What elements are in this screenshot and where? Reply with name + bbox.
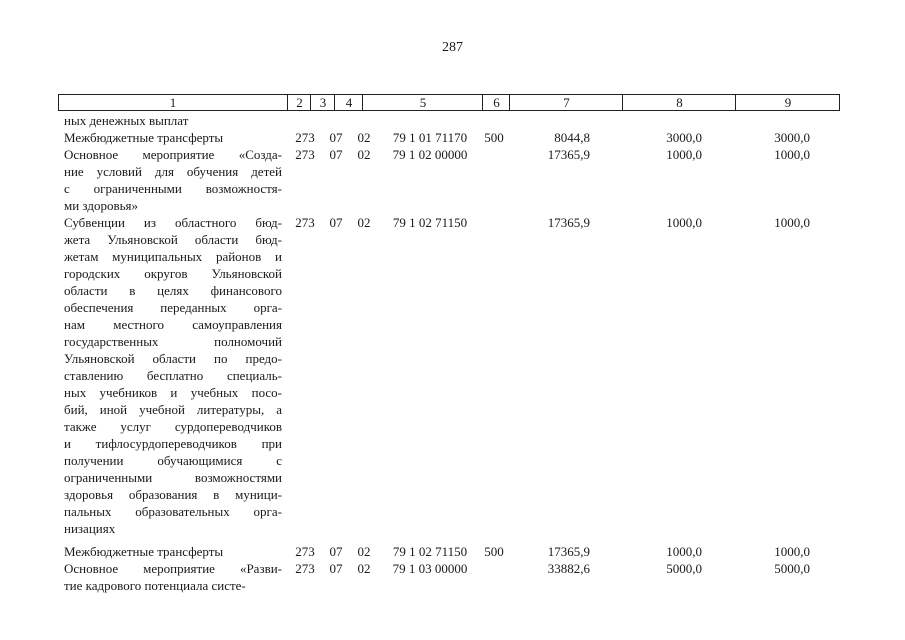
cell-c6: 500: [484, 130, 504, 145]
cell-c8: 1000,0: [666, 544, 702, 559]
cell-c3: 07: [329, 147, 343, 162]
description-line: ных учебников и учебных посо-: [64, 385, 282, 400]
row-description: [64, 112, 282, 129]
header-col-5: 5: [362, 95, 483, 110]
cell-c7: 17365,9: [547, 147, 590, 162]
cell-c3: 07: [329, 215, 343, 230]
description-line: ние условий для обучения детей: [64, 164, 282, 179]
cell-c5: 79 1 02 00000: [392, 147, 468, 162]
description-line: получении обучающимися с: [64, 453, 282, 468]
cell-c9: 1000,0: [774, 215, 810, 230]
cell-c8: 1000,0: [666, 147, 702, 162]
cell-c4: 02: [357, 544, 371, 559]
row-description: [64, 146, 282, 214]
description-line: обеспечения переданных орга-: [64, 300, 282, 315]
description-line: Ульяновской области по предо-: [64, 351, 282, 366]
row-description: [64, 560, 282, 594]
description-line: ограниченными возможностями: [64, 470, 282, 485]
cell-c6: [479, 112, 509, 129]
description-line: ных денежных выплат: [64, 113, 189, 128]
cell-c9: 1000,0: [774, 544, 810, 559]
cell-c7: 17365,9: [547, 544, 590, 559]
cell-c7: 17365,9: [547, 215, 590, 230]
cell-c6: [479, 560, 509, 577]
cell-c4: 02: [357, 130, 371, 145]
cell-c8: [640, 112, 702, 129]
cell-c6: [479, 146, 509, 163]
cell-c9: 1000,0: [774, 147, 810, 162]
cell-c4: 02: [357, 215, 371, 230]
cell-c5: 79 1 01 71170: [392, 130, 468, 145]
cell-c7: [528, 112, 590, 129]
cell-c4: [352, 112, 376, 129]
cell-c2: 273: [295, 561, 315, 576]
cell-c3: 07: [329, 130, 343, 145]
page-number: 287: [442, 40, 463, 55]
description-line: с ограниченными возможностя-: [64, 181, 282, 196]
description-line: Межбюджетные трансферты: [64, 544, 224, 559]
cell-c5: 79 1 03 00000: [392, 561, 468, 576]
header-col-2: 2: [287, 95, 311, 110]
cell-c8: 3000,0: [666, 130, 702, 145]
description-line: области в целях финансового: [64, 283, 282, 298]
cell-c3: [324, 112, 348, 129]
cell-c2: 273: [295, 147, 315, 162]
cell-c9: 5000,0: [774, 561, 810, 576]
cell-c2: 273: [295, 130, 315, 145]
description-line: ставлению бесплатно специаль-: [64, 368, 282, 383]
cell-c2: [290, 112, 320, 129]
description-line: жетам муниципальных районов и: [64, 249, 282, 264]
header-col-4: 4: [334, 95, 363, 110]
header-col-3: 3: [310, 95, 335, 110]
header-col-7: 7: [509, 95, 623, 110]
description-line: Основное мероприятие «Разви-: [64, 561, 282, 576]
cell-c7: 33882,6: [547, 561, 590, 576]
description-line: Основное мероприятие «Созда-: [64, 147, 282, 162]
description-line: низациях: [64, 521, 116, 536]
description-line: городских округов Ульяновской: [64, 266, 282, 281]
cell-c6: 500: [484, 544, 504, 559]
cell-c3: 07: [329, 561, 343, 576]
description-line: ми здоровья»: [64, 198, 138, 213]
description-line: бий, иной учебной литературы, а: [64, 402, 282, 417]
cell-c2: 273: [295, 544, 315, 559]
cell-c4: 02: [357, 561, 371, 576]
header-col-8: 8: [622, 95, 736, 110]
row-description: [64, 129, 282, 146]
row-description: [64, 543, 282, 560]
header-col-1: 1: [169, 95, 177, 110]
description-line: и тифлосурдопереводчиков при: [64, 436, 282, 451]
description-line: жета Ульяновской области бюд-: [64, 232, 282, 247]
cell-c8: 1000,0: [666, 215, 702, 230]
description-line: также услуг сурдопереводчиков: [64, 419, 282, 434]
description-line: Межбюджетные трансферты: [64, 130, 224, 145]
description-line: государственных полномочий: [64, 334, 282, 349]
cell-c2: 273: [295, 215, 315, 230]
row-description: [64, 214, 282, 537]
cell-c4: 02: [357, 147, 371, 162]
cell-c3: 07: [329, 544, 343, 559]
description-line: нам местного самоуправления: [64, 317, 282, 332]
description-line: Субвенции из областного бюд-: [64, 215, 282, 230]
description-line: пальных образовательных орга-: [64, 504, 282, 519]
description-line: здоровья образования в муници-: [64, 487, 282, 502]
cell-c9: [752, 112, 810, 129]
cell-c6: [479, 214, 509, 231]
header-col-6: 6: [482, 95, 510, 110]
cell-c5: [381, 112, 479, 129]
cell-c5: 79 1 02 71150: [392, 544, 468, 559]
description-line: тие кадрового потенциала систе-: [64, 578, 246, 593]
cell-c7: 8044,8: [554, 130, 590, 145]
cell-c9: 3000,0: [774, 130, 810, 145]
cell-c5: 79 1 02 71150: [392, 215, 468, 230]
cell-c8: 5000,0: [666, 561, 702, 576]
header-col-9: 9: [735, 95, 840, 110]
